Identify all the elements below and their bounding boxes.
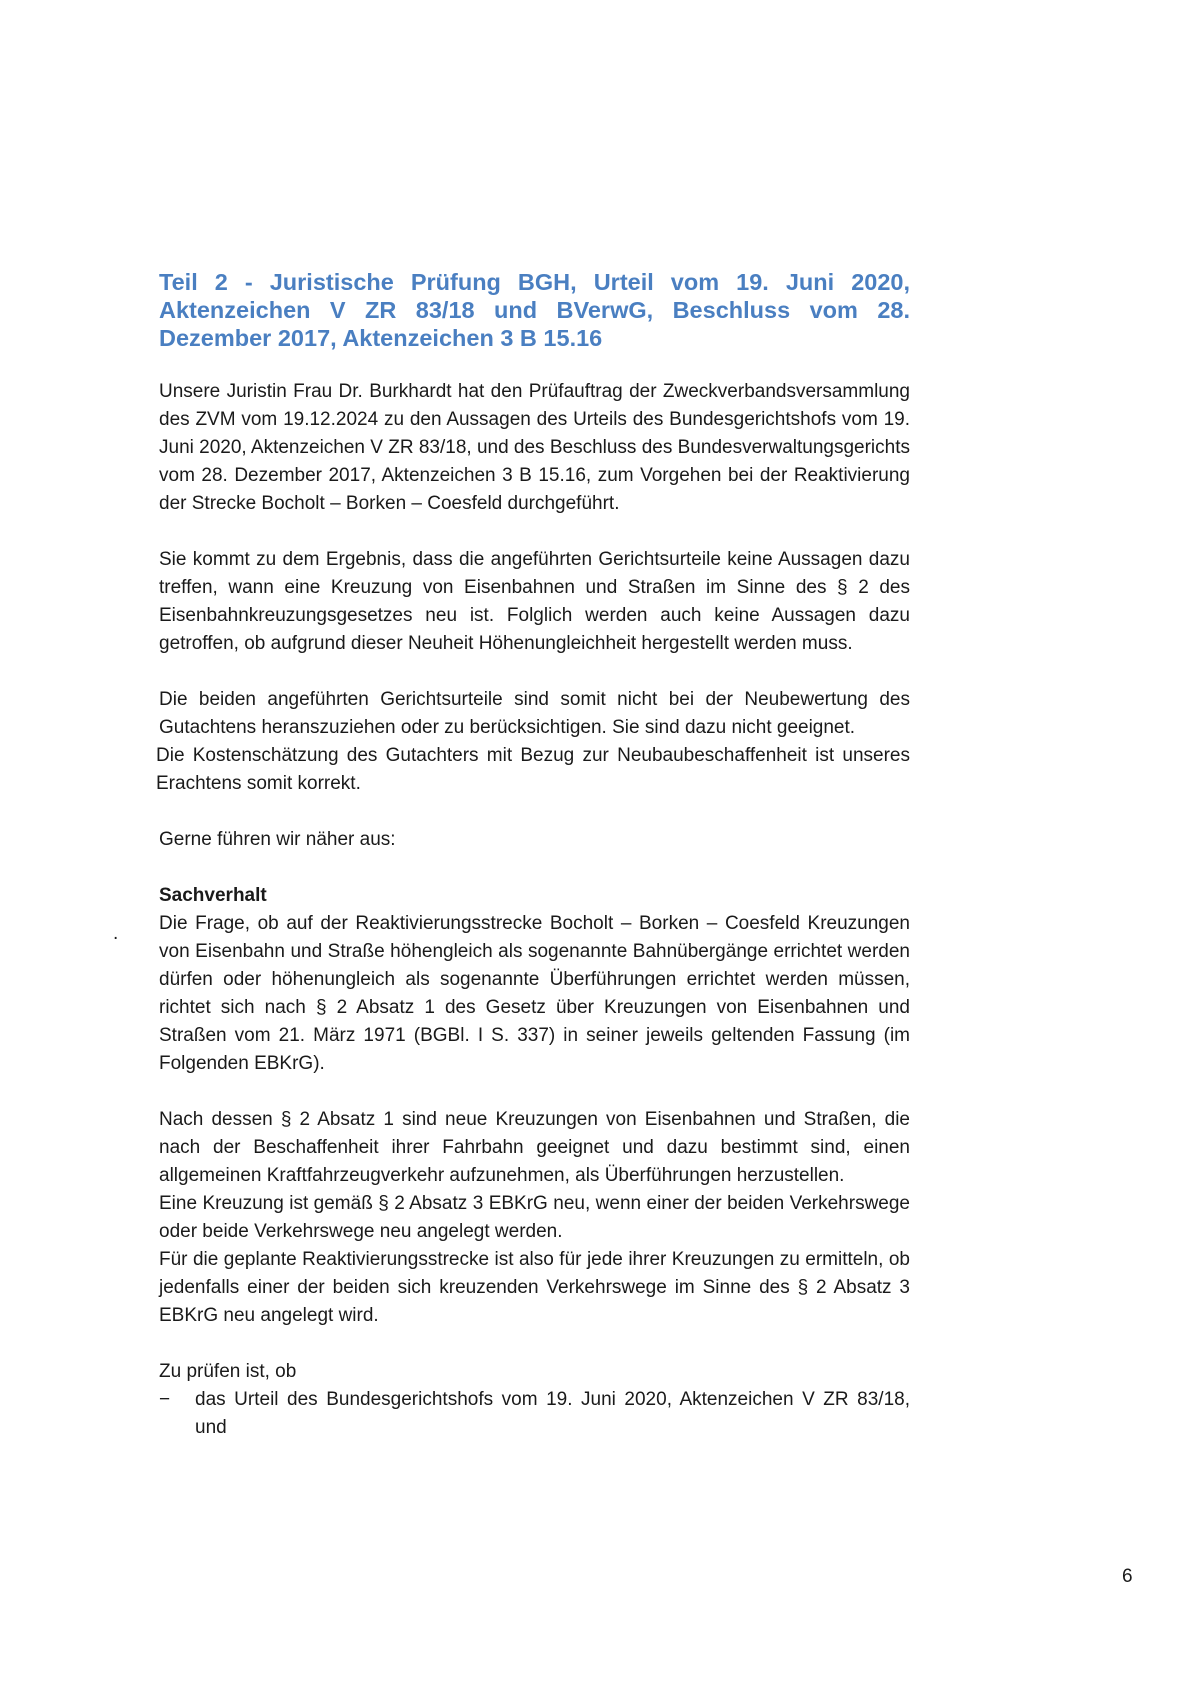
paragraph-ergebnis: Sie kommt zu dem Ergebnis, dass die angeführten Gerichtsurteile keine Aussagen dazu treffen, wann eine Kreuzung von Eisenbahnen und Straßen im Sinne des § 2 des Eisenbahnkreuzungsgesetzes neu ist. Folglich werden auch keine Aussagen dazu getroffen, ob aufgrund dieser Neuheit Höhenungleichheit hergestellt werden muss. xyxy=(159,549,910,654)
paragraph-ausfuehrung-intro: Gerne führen wir näher aus: xyxy=(159,829,396,850)
paragraph-ermittlung: Für die geplante Reaktivierungsstrecke ist also für jede ihrer Kreuzungen zu ermitteln, ob jedenfalls einer der beiden sich kreuzenden Verkehrswege im Sinne des § 2 Absatz 3 EBKrG neu angelegt wird. xyxy=(159,1249,910,1326)
paragraph-sachverhalt: Die Frage, ob auf der Reaktivierungsstrecke Bocholt – Borken – Coesfeld Kreuzungen von Eisenbahn und Straße höhengleich als sogenannte Bahnübergänge errichtet werden dürfen oder höhenungleich als sogenannte Überführungen errichtet werden müssen, richtet sich nach § 2 Absatz 1 des Gesetz über Kreuzungen von Eisenbahnen und Straßen vom 21. März 1971 (BGBl. I S. 337) in seiner jeweils geltenden Fassung (im Folgenden EBKrG). xyxy=(159,913,910,1074)
paragraph-kostenschaetzung: Die Kostenschätzung des Gutachters mit Bezug zur Neubaubeschaffenheit ist unseres Erachtens somit korrekt. xyxy=(156,745,910,794)
paragraph-pruefpunkte-intro: Zu prüfen ist, ob xyxy=(159,1361,297,1382)
dash-bullet-icon: − xyxy=(159,1389,171,1410)
page-content xyxy=(156,268,910,1442)
paragraph-ebkrg-absatz3: Eine Kreuzung ist gemäß § 2 Absatz 3 EBKrG neu, wenn einer der beiden Verkehrswege oder beide Verkehrswege neu angelegt werden. xyxy=(159,1193,910,1242)
list-item-text: das Urteil des Bundesgerichtshofs vom 19. Juni 2020, Aktenzeichen V ZR 83/18, und xyxy=(195,1389,910,1438)
margin-dot: . xyxy=(113,923,119,944)
list-item xyxy=(159,1386,910,1442)
section-heading: Teil 2 - Juristische Prüfung BGH, Urteil vom 19. Juni 2020, Aktenzeichen V ZR 83/18 und BVerwG, Beschluss vom 28. Dezember 2017, Aktenzeichen 3 B 15.16 xyxy=(159,269,910,351)
paragraph-pruefauftrag: Unsere Juristin Frau Dr. Burkhardt hat den Prüfauftrag der Zweckverbandsversammlung des ZVM vom 19.12.2024 zu den Aussagen des Urteils des Bundesgerichtshofs vom 19. Juni 2020, Aktenzeichen V ZR 83/18, und des Beschluss des Bundesverwaltungsgerichts vom 28. Dezember 2017, Aktenzeichen 3 B 15.16, zum Vorgehen bei der Reaktivierung der Strecke Bocholt – Borken – Coesfeld durchgeführt. xyxy=(159,381,910,514)
subheading-sachverhalt: Sachverhalt xyxy=(159,885,267,906)
paragraph-gerichtsurteile: Die beiden angeführten Gerichtsurteile sind somit nicht bei der Neubewertung des Gutachtens heranszuziehen oder zu berücksichtigen. Sie sind dazu nicht geeignet. xyxy=(159,689,910,738)
page-number: 6 xyxy=(1122,1566,1133,1587)
paragraph-ebkrg-absatz1: Nach dessen § 2 Absatz 1 sind neue Kreuzungen von Eisenbahnen und Straßen, die nach der Beschaffenheit ihrer Fahrbahn geeignet und dazu bestimmt sind, einen allgemeinen Kraftfahrzeugverkehr aufzunehmen, als Überführungen herzustellen. xyxy=(159,1109,910,1186)
pruefpunkte-list xyxy=(159,1386,910,1442)
